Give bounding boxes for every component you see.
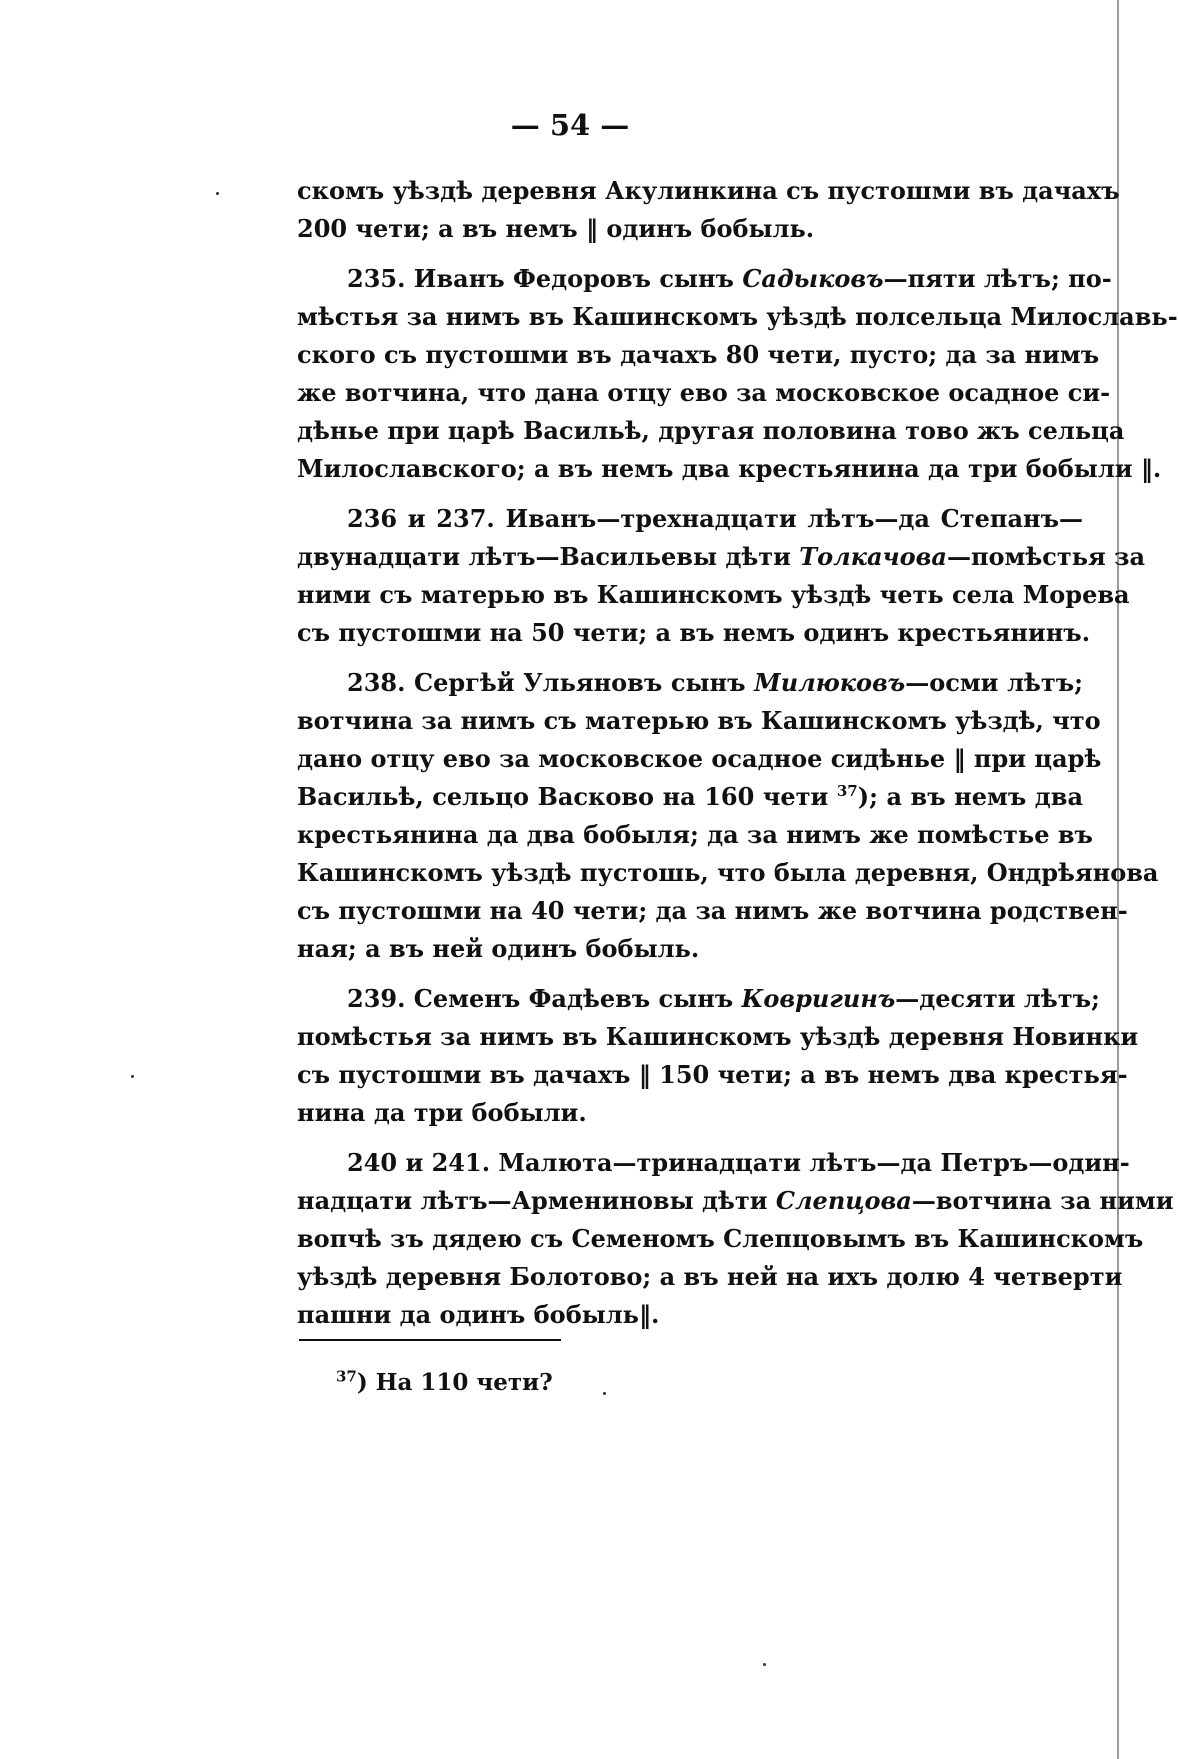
text-run: уѣздѣ деревня Болотово; а въ ней на ихъ долю 4 четверти: [297, 1262, 1123, 1291]
paragraph: [297, 1144, 1174, 1334]
text-run: пашни да одинъ бобыль‖.: [297, 1300, 660, 1329]
text-line: [297, 1182, 1174, 1220]
surname-italic: Милюковъ: [754, 668, 906, 697]
text-line: [297, 1018, 1139, 1056]
scan-speck: [216, 192, 219, 195]
footnote-mark: 37: [336, 1367, 357, 1386]
paragraph: [297, 172, 1120, 248]
footnote: [336, 1369, 553, 1396]
text-run: Васильѣ, сельцо Васково на 160 чети: [297, 782, 837, 811]
surname-italic: Слепцова: [775, 1186, 912, 1215]
text-run: надцати лѣтъ—Армениновы дѣти: [297, 1186, 776, 1215]
text-line: [297, 210, 1083, 248]
surname-italic: Садыковъ: [742, 264, 884, 293]
text-run: —вотчина за ними: [911, 1186, 1174, 1215]
scan-speck: [131, 1075, 134, 1078]
text-line: [297, 538, 1145, 576]
text-run: съ пустошми въ дачахъ ‖ 150 чети; а въ немъ два крестья-: [297, 1060, 1128, 1089]
paragraph: [297, 664, 1159, 968]
text-run: двунадцати лѣтъ—Васильевы дѣти: [297, 542, 800, 571]
page-number: — 54 —: [510, 108, 630, 142]
text-run: ); а въ немъ два: [857, 782, 1083, 811]
text-run: нина да три бобыли.: [297, 1098, 587, 1127]
text-line: [297, 664, 1083, 702]
paragraph: [297, 500, 1145, 652]
text-run: —помѣстья за: [946, 542, 1145, 571]
text-run: ними съ матерью въ Кашинскомъ уѣздѣ четь села Морева: [297, 580, 1130, 609]
text-line: [297, 740, 1102, 778]
footnote-divider: [299, 1339, 561, 1341]
text-line: [297, 260, 1112, 298]
text-line: [297, 1144, 1130, 1182]
surname-italic: Толкачова: [799, 542, 947, 571]
text-line: [297, 576, 1130, 614]
text-run: ского съ пустошми въ дачахъ 80 чети, пусто; да за нимъ: [297, 340, 1100, 369]
text-line: [297, 500, 1083, 538]
text-line: [297, 980, 1100, 1018]
text-line: [297, 816, 1093, 854]
text-run: 236 и 237. Иванъ—трехнадцати лѣтъ—да Степанъ—: [347, 504, 1083, 533]
text-run: съ пустошми на 40 чети; да за нимъ же вотчина родствен-: [297, 896, 1128, 925]
text-line: [297, 1296, 1083, 1334]
text-run: Кашинскомъ уѣздѣ пустошь, что была деревня, Ондрѣянова: [297, 858, 1159, 887]
text-run: Милославского; а въ немъ два крестьянина да три бобыли ‖.: [297, 454, 1162, 483]
footnote-reference: 37: [836, 782, 858, 800]
text-line: [297, 1094, 1083, 1132]
text-line: [297, 702, 1101, 740]
text-line: [297, 892, 1128, 930]
text-line: [297, 374, 1111, 412]
text-run: помѣстья за нимъ въ Кашинскомъ уѣздѣ деревня Новинки: [297, 1022, 1139, 1051]
paragraph: [297, 260, 1178, 488]
scan-speck: [603, 1392, 606, 1395]
footnote-text: ) На 110 чети?: [356, 1369, 553, 1396]
text-run: ная; а въ ней одинъ бобыль.: [297, 934, 700, 963]
text-run: 200 чети; а въ немъ ‖ одинъ бобыль.: [297, 214, 815, 243]
text-run: —десяти лѣтъ;: [895, 984, 1100, 1013]
text-run: мѣстья за нимъ въ Кашинскомъ уѣздѣ полсельца Милославь-: [297, 302, 1178, 331]
text-run: 239. Семенъ Фадѣевъ сынъ: [347, 984, 742, 1013]
body-text: [297, 172, 1178, 1346]
text-line: [297, 614, 1091, 652]
text-line: [297, 172, 1120, 210]
text-run: —осми лѣтъ;: [905, 668, 1084, 697]
text-run: дано отцу ево за московское осадное сидѣнье ‖ при царѣ: [297, 744, 1102, 773]
text-run: —пяти лѣтъ; по-: [883, 264, 1112, 293]
surname-italic: Ковригинъ: [741, 984, 896, 1013]
text-line: [297, 1220, 1144, 1258]
text-line: [297, 1258, 1123, 1296]
text-run: дѣнье при царѣ Васильѣ, другая половина тово жъ сельца: [297, 416, 1125, 445]
text-run: вотчина за нимъ съ матерью въ Кашинскомъ уѣздѣ, что: [297, 706, 1101, 735]
text-run: 235. Иванъ Федоровъ сынъ: [347, 264, 743, 293]
text-line: [297, 336, 1100, 374]
text-run: съ пустошми на 50 чети; а въ немъ одинъ крестьянинъ.: [297, 618, 1091, 647]
text-run: 238. Сергѣй Ульяновъ сынъ: [347, 668, 755, 697]
scan-speck: [763, 1663, 766, 1666]
text-run: крестьянина да два бобыля; да за нимъ же помѣстье въ: [297, 820, 1093, 849]
text-run: 240 и 241. Малюта—тринадцати лѣтъ—да Петръ—один-: [347, 1148, 1130, 1177]
text-run: скомъ уѣздѣ деревня Акулинкина съ пустошми въ дачахъ: [297, 176, 1120, 205]
text-run: вопчѣ зъ дядею съ Семеномъ Слепцовымъ въ Кашинскомъ: [297, 1224, 1144, 1253]
text-line: [297, 450, 1162, 488]
text-line: [297, 1056, 1128, 1094]
text-line: [297, 298, 1178, 336]
text-run: же вотчина, что дана отцу ево за московское осадное си-: [297, 378, 1111, 407]
text-line: [297, 412, 1125, 450]
text-line: [297, 930, 1083, 968]
paragraph: [297, 980, 1139, 1132]
text-line: [297, 778, 1083, 816]
text-line: [297, 854, 1159, 892]
